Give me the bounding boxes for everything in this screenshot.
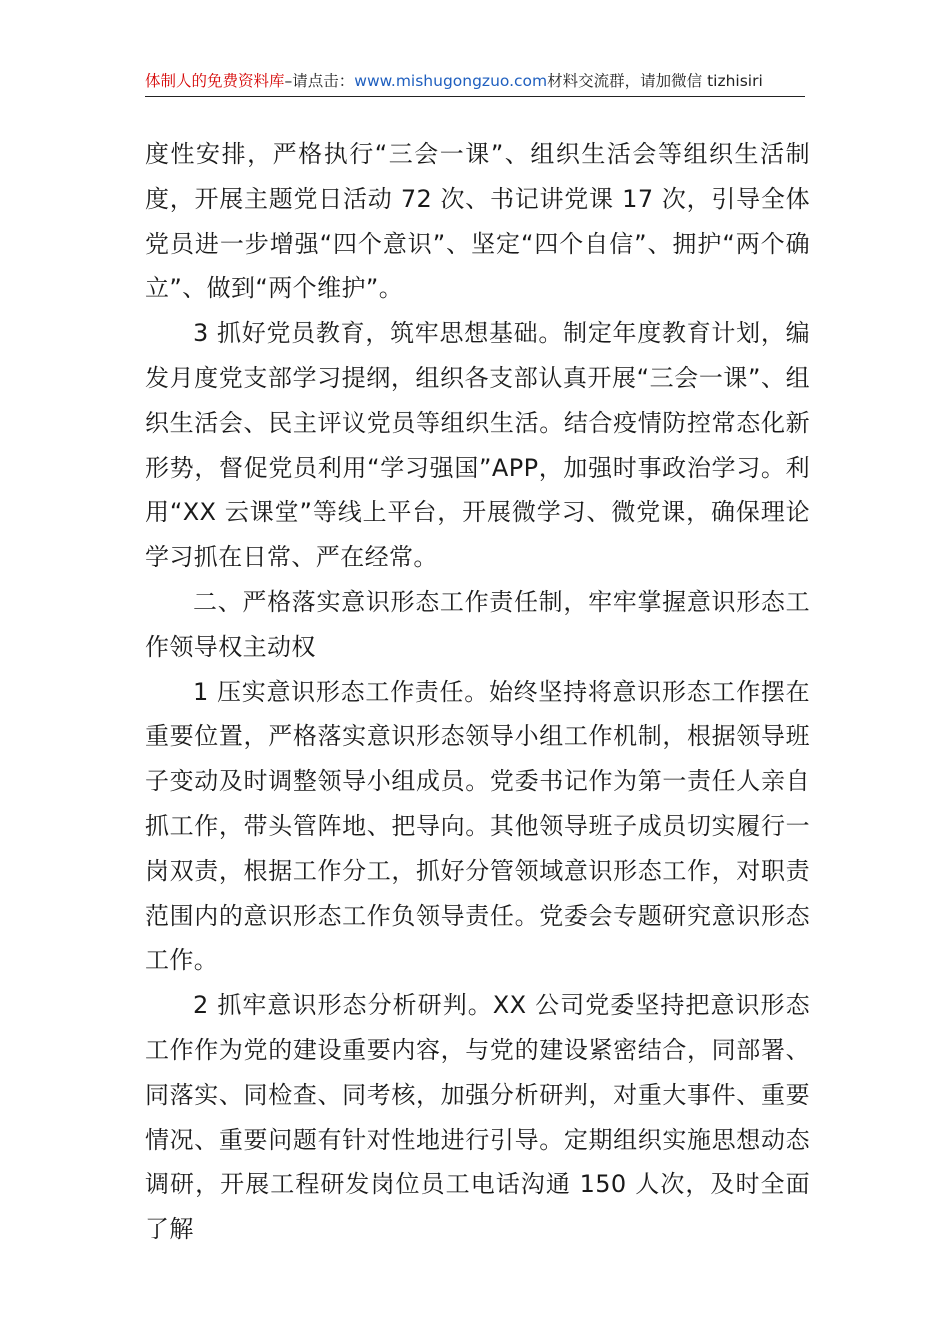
header-brand: 体制人的免费资料库 <box>145 72 285 90</box>
paragraph-ideology-responsibility: 1 压实意识形态工作责任。始终坚持将意识形态工作摆在重要位置，严格落实意识形态领导小组工作机制，根据领导班子变动及时调整领导小组成员。党委书记作为第一责任人亲自抓工作，带头管阵地、把导向。其他领导班子成员切实履行一岗双责，根据工作分工，抓好分管领域意识形态工作，对职责范围内的意识形态工作负领导责任。党委会专题研究意识形态工作。 <box>145 677 810 975</box>
header-prompt: –请点击： <box>284 72 355 90</box>
header-contact-note: 材料交流群，请加微信 tizhisiri <box>547 72 763 90</box>
page-header <box>145 66 805 97</box>
paragraph-party-education: 3 抓好党员教育，筑牢思想基础。制定年度教育计划，编发月度党支部学习提纲，组织各支部认真开展“三会一课”、组织生活会、民主评议党员等组织生活。结合疫情防控常态化新形势，督促党员利用“学习强国”APP，加强时事政治学习。利用“XX 云课堂”等线上平台，开展微学习、微党课，确保理论学习抓在日常、严在经常。 <box>145 319 810 572</box>
paragraph-ideology-analysis: 2 抓牢意识形态分析研判。XX 公司党委坚持把意识形态工作作为党的建设重要内容，与党的建设紧密结合，同部署、同落实、同检查、同考核，加强分析研判，对重大事件、重要情况、重要问题有针对性地进行引导。定期组织实施思想动态调研，开展工程研发岗位员工电话沟通 150 人次，及时全面了解 <box>145 991 810 1244</box>
section-heading-ideology: 二、严格落实意识形态工作责任制，牢牢掌握意识形态工作领导权主动权 <box>145 587 810 661</box>
header-website-link[interactable]: www.mishugongzuo.com <box>354 72 548 90</box>
paragraph-continuation: 度性安排，严格执行“三会一课”、组织生活会等组织生活制度，开展主题党日活动 72 次、书记讲党课 17 次，引导全体党员进一步增强“四个意识”、坚定“四个自信”、拥护“两个确立”、做到“两个维护”。 <box>145 140 810 303</box>
document-body <box>145 132 810 1252</box>
